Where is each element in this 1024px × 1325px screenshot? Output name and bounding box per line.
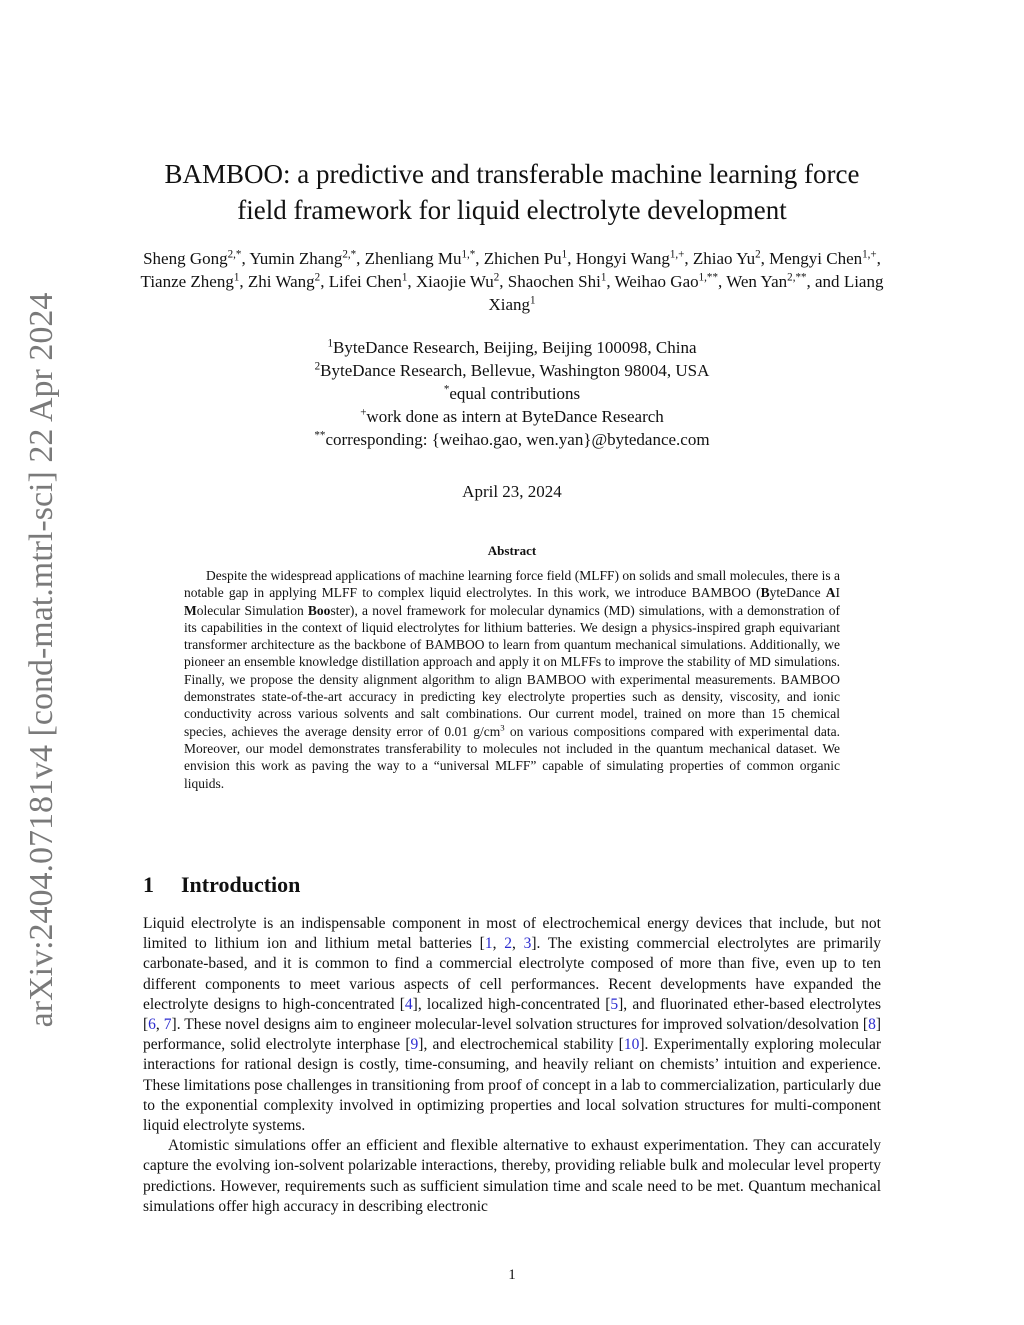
author-affiliation-mark: 2 <box>493 271 500 284</box>
affiliation-line <box>140 405 884 428</box>
affiliation-mark: + <box>360 406 367 419</box>
affiliation-mark: 2 <box>314 360 321 373</box>
publication-date: April 23, 2024 <box>462 482 562 501</box>
author-affiliation-mark: 1 <box>530 294 536 307</box>
author-name: Sheng Gong <box>143 249 228 268</box>
author-affiliation-mark: 2,* <box>342 248 357 261</box>
author-name: Xiaojie Wu <box>415 272 494 291</box>
author-name: Lifei Chen <box>328 272 402 291</box>
author-name: Yumin Zhang <box>249 249 343 268</box>
author-name: Shaochen Shi <box>507 272 601 291</box>
paragraph: Liquid electrolyte is an indispensable component in most of electrochemical energy devices that include, but not limited to lithium ion and lithium metal batteries [1, 2, 3]. The existing commercial electrolytes are primarily carbonate-based, and it is common to find a commercial electrolyte composed of more than five, even up to ten different components to meet various aspects of cell performances. Recent developments have expanded the electrolyte designs to high-concentrated [4], localized high-concentrated [5], and fluorinated ether-based electrolytes [6, 7]. These novel designs aim to engineer molecular-level solvation structures for improved solvation/desolvation [8] performance, solid electrolyte interphase [9], and electrochemical stability [10]. Experimentally exploring molecular interactions for rational design is costly, time-consuming, and heavily reliant on chemists’ intuition and experience. These limitations pose challenges in transitioning from proof of concept in a lab to commercialization, particularly due to the exponential complexity involved in optimizing properties and local solvation structures for multi-component liquid electrolyte systems. <box>143 915 882 1135</box>
affiliation-mark: 1 <box>327 337 333 350</box>
section-title: Introduction <box>181 872 301 897</box>
author-affiliation-mark: 2 <box>755 248 761 261</box>
citation-link[interactable]: 9 <box>410 1036 419 1054</box>
author-affiliation-mark: 1 <box>600 271 607 284</box>
citation-link[interactable]: 5 <box>610 995 619 1013</box>
author-name: Zhiao Yu <box>692 249 756 268</box>
author-name: Zhichen Pu <box>483 249 562 268</box>
author-name: Hongyi Wang <box>575 249 670 268</box>
author-name: Liang Xiang <box>488 272 884 314</box>
paper-title <box>140 156 884 228</box>
citation-link[interactable]: 8 <box>868 1016 876 1034</box>
page-number: 1 <box>508 1267 516 1283</box>
author-affiliation-mark: 1,** <box>698 271 718 284</box>
author-affiliation-mark: 1 <box>401 271 408 284</box>
section-number: 1 <box>143 872 154 897</box>
author-affiliation-mark: 2 <box>314 271 321 284</box>
abstract-heading: Abstract <box>487 543 537 558</box>
title-line-2: field framework for liquid electrolyte development <box>237 195 787 225</box>
author-affiliation-mark: 2,* <box>227 248 242 261</box>
citation-link[interactable]: 3 <box>523 935 532 953</box>
affiliation-line <box>140 359 884 382</box>
citation-link[interactable]: 4 <box>404 995 413 1013</box>
affiliation-text: work done as intern at ByteDance Research <box>366 407 664 426</box>
author-affiliation-mark: 1,+ <box>862 248 877 261</box>
affiliation-text: ByteDance Research, Beijing, Beijing 100098, China <box>332 338 697 357</box>
citation-link[interactable]: 6 <box>148 1016 156 1034</box>
author-name: Wen Yan <box>726 272 788 291</box>
title-line-1: BAMBOO: a predictive and transferable machine learning force <box>164 159 860 189</box>
arxiv-sidebar-stamp: arXiv:2404.07181v4 [cond-mat.mtrl-sci] 22 Apr 2024 <box>23 292 60 1028</box>
affiliation-mark: ** <box>314 429 326 442</box>
citation-link[interactable]: 10 <box>623 1036 640 1054</box>
author-affiliation-mark: 2,** <box>787 271 807 284</box>
affiliation-text: equal contributions <box>449 384 581 403</box>
author-list: Sheng Gong$^{2,*}$, Yumin Zhang$^{2,*}$, Zhenliang $Mu^{1,*}$, Zhichen Pu$^1$, Hongyi Wang$^{1,+}$, Zhiao Yu$^2$, Mengyi Chen$^{1,+}$, Tianze Zheng$^1$, Zhi Wang$^2$, Lifei Chen$^1$, Xiaojie Wu$^2$, Shaochen Shi$^1$, Weihao Gao$^{1,**}$, Wen Yan$^{2,**}$, and Liang Xiang$^1$ <box>140 248 884 314</box>
citation-link[interactable]: 7 <box>163 1016 172 1034</box>
author-affiliation-mark: 1,+ <box>669 248 685 261</box>
paragraph: Atomistic simulations offer an efficient and flexible alternative to exhaust experimentation. They can accurately capture the evolving ion-solvent polarizable interactions, thereby, providing reliable bulk and molecular level property predictions. However, requirements such as sufficient simulation time and scale need to be met. Quantum mechanical simulations offer high accuracy in describing electronic <box>143 1137 881 1215</box>
citation-link[interactable]: 2 <box>504 935 512 953</box>
author-name: Weihao Gao <box>614 272 699 291</box>
author-name: Tianze Zheng <box>140 272 234 291</box>
author-name: Zhenliang Mu <box>364 249 462 268</box>
abstract-text: Despite the widespread applications of machine learning force field (MLFF) on solids and small molecules, there is a notable gap in applying MLFF to complex liquid electrolytes. In this work, we introduce BAMBOO (ByteDance AI Molecular Simulation Booster), a novel framework for molecular dynamics (MD) simulations, with a demonstration of its capabilities in the context of liquid electrolytes for lithium batteries. We design a physics-inspired graph equivariant transformer architecture as the backbone of BAMBOO to learn from quantum mechanical simulations. Additionally, we pioneer an ensemble knowledge distillation approach and apply it on MLFFs to improve the stability of MD simulations. Finally, we propose the density alignment algorithm to align BAMBOO with experimental measurements. BAMBOO demonstrates state-of-the-art accuracy in predicting key electrolyte properties such as density, viscosity, and ionic conductivity across various solvents and salt combinations. Our current model, trained on more than 15 chemical species, achieves the average density error of 0.01 $g/cm^3$ on various compositions compared with experimental data. Moreover, our model demonstrates transferability to molecules not included in the quantum mechanical dataset. We envision this work as paving the way to a “universal MLFF” capable of simulating properties of common organic liquids. <box>184 568 841 791</box>
citation-link[interactable]: 1 <box>484 935 493 953</box>
affiliation-line <box>140 428 884 451</box>
affiliation-line <box>140 382 884 405</box>
affiliation-list <box>140 336 884 451</box>
affiliation-mark: * <box>443 383 450 396</box>
author-affiliation-mark: 1,* <box>461 248 476 261</box>
affiliation-line <box>140 336 884 359</box>
author-name: Zhi Wang <box>247 272 315 291</box>
author-affiliation-mark: 1 <box>561 248 568 261</box>
affiliation-text: corresponding: {weihao.gao, wen.yan}@bytedance.com <box>325 430 710 449</box>
section-heading-introduction <box>143 872 300 898</box>
author-affiliation-mark: 1 <box>233 271 240 284</box>
author-name: Mengyi Chen <box>769 249 863 268</box>
affiliation-text: ByteDance Research, Bellevue, Washington 98004, USA <box>320 361 710 380</box>
introduction-body <box>143 914 881 1217</box>
